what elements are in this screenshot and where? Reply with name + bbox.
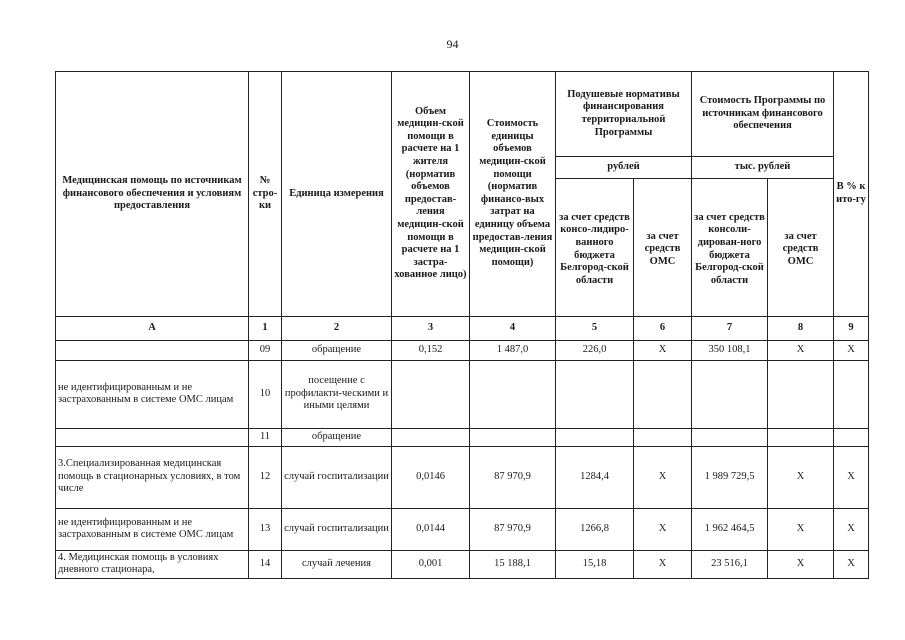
header-group-per-capita: Подушевые нормативы финансирования территориальной Программы [556, 72, 692, 157]
row-name: не идентифицированным и не застрахованным в системе ОМС лицам [56, 360, 249, 428]
column-number: 4 [470, 316, 556, 340]
row-percent [834, 360, 869, 428]
row-cost-budget: 23 516,1 [692, 550, 768, 578]
table-row [56, 550, 869, 578]
header-row-1 [56, 72, 869, 157]
page-number: 94 [446, 37, 459, 51]
table-row [56, 340, 869, 360]
row-volume [392, 360, 470, 428]
column-number: 1 [249, 316, 282, 340]
row-line-number: 10 [249, 360, 282, 428]
column-number: 6 [634, 316, 692, 340]
header-unit-thousand-rub: тыс. рублей [692, 157, 834, 179]
row-name [56, 340, 249, 360]
table-row [56, 446, 869, 508]
table-row [56, 428, 869, 446]
row-unit-cost: 15 188,1 [470, 550, 556, 578]
header-col-a: Медицинская помощь по источникам финансового обеспечения и условиям предоставления [56, 72, 249, 317]
row-unit-cost: 1 487,0 [470, 340, 556, 360]
column-number: 2 [282, 316, 392, 340]
row-unit-cost: 87 970,9 [470, 508, 556, 550]
row-volume: 0,0144 [392, 508, 470, 550]
header-group-cost: Стоимость Программы по источникам финансового обеспечения [692, 72, 834, 157]
row-per-capita-oms: X [634, 446, 692, 508]
row-percent [834, 428, 869, 446]
table-row [56, 508, 869, 550]
row-cost-oms: X [768, 446, 834, 508]
header-col-3: Объем медицин-ской помощи в расчете на 1 жителя (норматив объемов предостав-ления медицин-ской помощи в расчете на 1 застра-хованное лицо) [392, 72, 470, 317]
header-unit-rub: рублей [556, 157, 692, 179]
header-col-5: за счет средств консо-лидиро-ванного бюджета Белгород-ской области [556, 178, 634, 316]
row-unit: случай госпитализации [282, 446, 392, 508]
row-per-capita-budget: 226,0 [556, 340, 634, 360]
row-per-capita-oms [634, 360, 692, 428]
row-cost-budget [692, 428, 768, 446]
row-percent: X [834, 550, 869, 578]
row-name: 4. Медицинская помощь в условиях дневного стационара, [56, 550, 249, 578]
financing-table [55, 71, 869, 579]
row-cost-budget [692, 360, 768, 428]
row-cost-oms: X [768, 340, 834, 360]
column-numbers-row [56, 316, 869, 340]
row-per-capita-budget: 1266,8 [556, 508, 634, 550]
header-col-1: № стро-ки [249, 72, 282, 317]
row-cost-budget: 1 962 464,5 [692, 508, 768, 550]
row-per-capita-oms: X [634, 340, 692, 360]
header-col-6: за счет средств ОМС [634, 178, 692, 316]
row-name: 3.Специализированная медицинская помощь в стационарных условиях, в том числе [56, 446, 249, 508]
row-per-capita-oms: X [634, 550, 692, 578]
row-cost-budget: 350 108,1 [692, 340, 768, 360]
row-unit-cost [470, 360, 556, 428]
column-number: 5 [556, 316, 634, 340]
header-col-8: за счет средств ОМС [768, 178, 834, 316]
row-line-number: 11 [249, 428, 282, 446]
row-unit-cost: 87 970,9 [470, 446, 556, 508]
row-cost-oms [768, 360, 834, 428]
row-unit: случай лечения [282, 550, 392, 578]
row-volume: 0,001 [392, 550, 470, 578]
row-name: не идентифицированным и не застрахованным в системе ОМС лицам [56, 508, 249, 550]
column-number: А [56, 316, 249, 340]
row-name [56, 428, 249, 446]
header-col-2: Единица измерения [282, 72, 392, 317]
row-volume [392, 428, 470, 446]
header-col-7: за счет средств консоли-дирован-ного бюджета Белгород-ской области [692, 178, 768, 316]
row-cost-oms: X [768, 508, 834, 550]
row-percent: X [834, 446, 869, 508]
column-number: 3 [392, 316, 470, 340]
column-number: 7 [692, 316, 768, 340]
row-per-capita-budget [556, 428, 634, 446]
row-line-number: 09 [249, 340, 282, 360]
column-number: 8 [768, 316, 834, 340]
row-unit: случай госпитализации [282, 508, 392, 550]
row-per-capita-budget: 1284,4 [556, 446, 634, 508]
header-col-4: Стоимость единицы объемов медицин-ской помощи (норматив финансо-вых затрат на единицу объема предостав-ления медицин-ской помощи) [470, 72, 556, 317]
row-line-number: 13 [249, 508, 282, 550]
row-per-capita-oms [634, 428, 692, 446]
row-unit: обращение [282, 428, 392, 446]
row-cost-oms [768, 428, 834, 446]
row-per-capita-budget [556, 360, 634, 428]
row-volume: 0,0146 [392, 446, 470, 508]
row-unit: посещение с профилакти-ческими и иными целями [282, 360, 392, 428]
column-number: 9 [834, 316, 869, 340]
row-volume: 0,152 [392, 340, 470, 360]
row-unit: обращение [282, 340, 392, 360]
row-unit-cost [470, 428, 556, 446]
header-col-9: В % к ито-гу [834, 72, 869, 317]
row-cost-oms: X [768, 550, 834, 578]
table-row [56, 360, 869, 428]
row-per-capita-oms: X [634, 508, 692, 550]
row-line-number: 14 [249, 550, 282, 578]
row-line-number: 12 [249, 446, 282, 508]
row-cost-budget: 1 989 729,5 [692, 446, 768, 508]
row-percent: X [834, 508, 869, 550]
row-per-capita-budget: 15,18 [556, 550, 634, 578]
row-percent: X [834, 340, 869, 360]
